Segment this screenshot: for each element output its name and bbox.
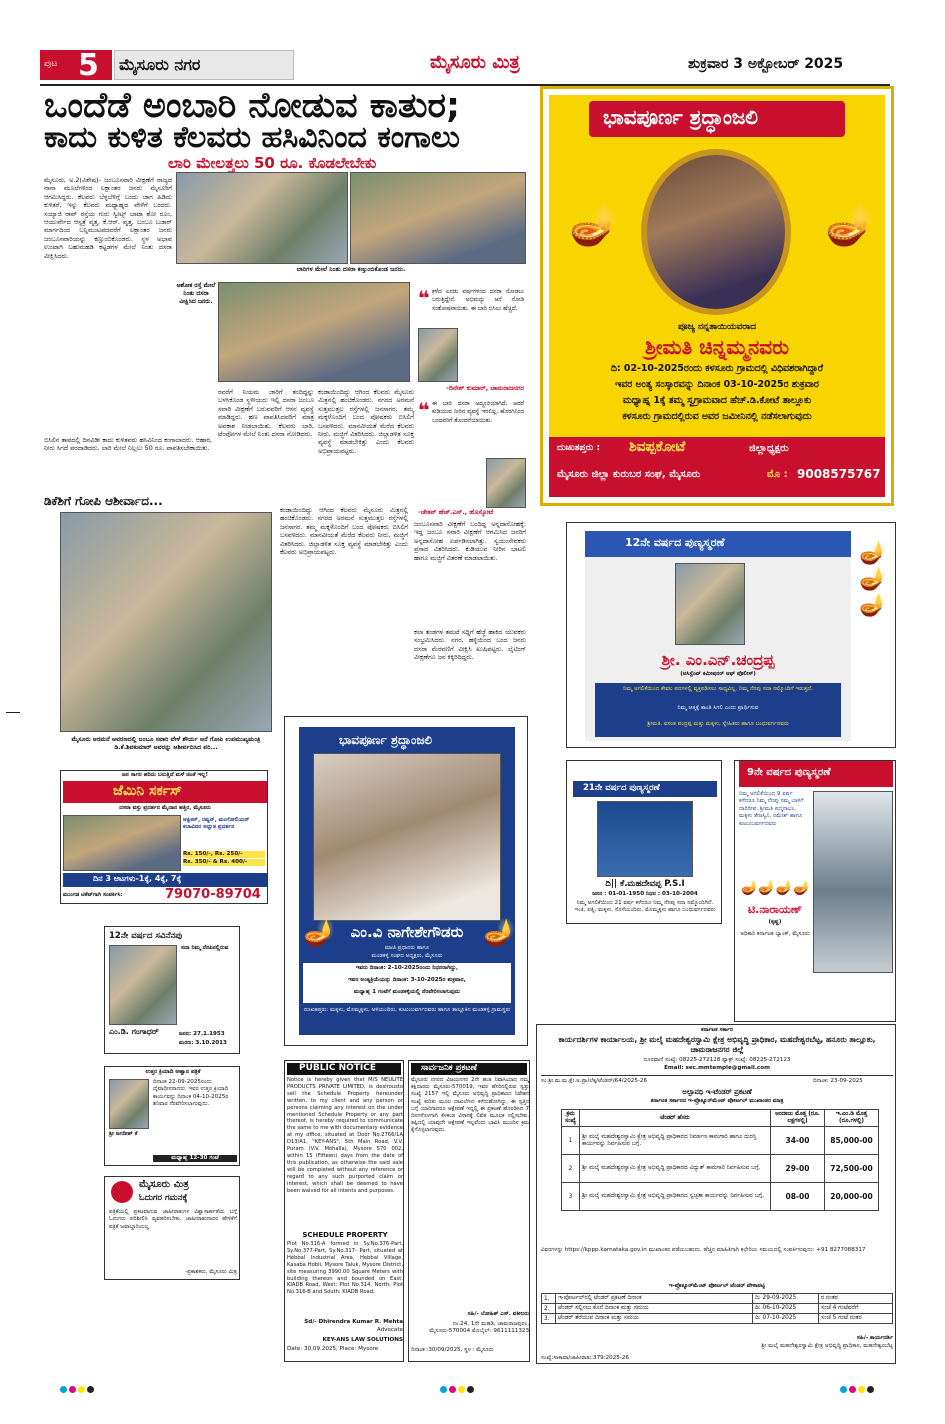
- remembrance-3-details: ಅಧಿಕಾರಿ ಕರ್ನಾಟಕ ಬ್ಯಾಂಕ್, ಮೈಸೂರು: [740, 931, 810, 937]
- tender-table: [561, 1109, 879, 1211]
- remembrance-1-title: 12ನೇ ವರ್ಷದ ಪುಣ್ಯಸ್ಮರಣೆ: [625, 536, 725, 549]
- quote-1-text: ಕಳೆದ ಎರಡು ವರ್ಷಗಳಿಂದ ದಸರಾ ನೋಡಲು ಬರುತ್ತಿದ್ದೇನೆ. ಅಭಿಮನ್ಯು ಆನೆ ನೋಡಿ ಸಂತೋಷವಾಯಿತು. ಈ ಬಾರಿ ಬಿಸಿಲು ಹೆಚ್ಚಿದೆ.: [432, 289, 524, 312]
- second-photo-elephant: [60, 512, 272, 732]
- table-row: [542, 1304, 893, 1314]
- lead-col-1b: ಬಿಸಿಲಿನ ತಾಪದಲ್ಲಿ ದಿನವಿಡೀ ಕಾದು ಕುಳಿತವರು ಹಸಿವಿನಿಂದ ಕಂಗಾಲಾದರು. ಆಹಾರ, ನೀರು ಸಿಗದೆ ಪರದಾಡಿದರು. ಲಾರಿ ಮೇಲೆ ನಿಲ್ಲಲು 50 ರೂ. ಪಾವತಿಸಬೇಕಾಯಿತು.: [44, 436, 212, 453]
- reg-dot-icon: [467, 1386, 474, 1393]
- table-row: [562, 1127, 879, 1155]
- remembrance-3-text: ನಿಮ್ಮ ಅಗಲಿಕೆಯಿಂದ 9 ವರ್ಷ ಕಳೆದರೂ ನಿಮ್ಮ ನೆನಪು ನಮ್ಮ ಬಾಳಿಗೆ ದಾರಿದೀಪ. ಶ್ರೀಮತಿ ಪದ್ಮನಾಭಂ, ಮಕ್ಕಳು ತೇಜಸ್ವಿನಿ, ರಮೇಶ್ ಹಾಗೂ ಕುಟುಂಬವರ್ಗದವರು: [739, 791, 804, 827]
- quote-2-photo: [486, 458, 526, 508]
- tender-col-no: ಕ್ರಮ ಸಂಖ್ಯೆ: [562, 1110, 580, 1127]
- tender-schedule-table: [541, 1293, 893, 1324]
- section-bar: [114, 50, 294, 80]
- tender-email: Email: sec.mmtemple@gmail.com: [664, 1065, 770, 1071]
- reg-dot-icon: [78, 1386, 85, 1393]
- kannada-notice-title: ಸಾರ್ವಜನಿಕ ಪ್ರಕಟಣೆ: [421, 1063, 477, 1073]
- tender-rule: [541, 1075, 893, 1076]
- lead-subhead: ಲಾರಿ ಮೇಲತ್ತಲು 50 ರೂ. ಕೊಡಲೇಬೇಕು: [168, 154, 377, 172]
- circus-price-2: Rs. 350/- & Rs. 400/-: [183, 859, 265, 866]
- tribute-1-line-3: ಮಧ್ಯಾಹ್ನ 1ಕ್ಕೆ ತಮ್ಮ ಸ್ವಗ್ರಾಮವಾದ ಹೆಚ್.ಡಿ.ಕೋಟೆ ತಾಲ್ಲೂಕು: [622, 395, 812, 406]
- tender-ref: ಸಂ.ಶ್ರೀ.ಮ.ಮ.ಕ್ಷೇ.ಅ.ಪ್ರಾ/ಲೆಕ್ಕ/ಟೆಂಡರ್/64/2025-26: [541, 1078, 648, 1084]
- quote-mark-1: ❝: [418, 286, 430, 310]
- schedule-property-text: Plot No.316-A formed in Sy.No.376-Part, Sy.No.377-Part, Sy.No.317- Part, situated at Hebbal Industrial Area, Hebbal Village, Kasaba Hobli, Mysore Taluk, Mysore District, site measuring 3990.00 Square Meters with building thereon and bounded on East: KIADB Road, West: Plot No.314, North: Plot No.316-B and South: KIADB Road.: [287, 1241, 403, 1296]
- circus-photo: [63, 815, 181, 871]
- public-notice-firm: KEY-ANS LAW SOLUTIONS: [322, 1337, 403, 1343]
- remembrance-1-textbox: [595, 683, 841, 737]
- mitra-title: ಮೈಸೂರು ಮಿತ್ರ: [139, 1179, 189, 1190]
- ad-remembrance-5: [104, 1066, 240, 1166]
- mitra-logo-icon: [111, 1181, 133, 1203]
- tender-row-emd: 85,000-00: [825, 1127, 879, 1155]
- tender-row-amount: 08-00: [771, 1183, 825, 1211]
- ad-remembrance-3: [734, 760, 896, 1022]
- remembrance-2-dates: ಜನನ : 01-01-1950 ನಿಧನ : 03-10-2004: [592, 891, 698, 897]
- tender-col-amount: ಅಂದಾಜು ಮೊತ್ತ (ರೂ. ಲಕ್ಷಗಳಲ್ಲಿ): [771, 1110, 825, 1127]
- tribute-2-name: ಎಂ.ವಿ ನಾಗೇಶೇಗೌಡರು: [350, 923, 464, 941]
- page-number: 5: [78, 48, 99, 83]
- circus-price-1: Rs. 150/-, Rs. 250/-: [183, 851, 265, 858]
- tender-ref-date: ದಿನಾಂಕ: 23-09-2025: [813, 1078, 863, 1084]
- page-label: ಪುಟ: [44, 59, 58, 69]
- schedule-no: 1.: [542, 1294, 556, 1304]
- mourner-org: ಮೈಸೂರು ಜಿಲ್ಲಾ ಕುರುಬರ ಸಂಘ, ಮೈಸೂರು: [557, 469, 701, 480]
- tender-row-name: ಶ್ರೀ ಮಲೈ ಮಹದೇಶ್ವರಸ್ವಾಮಿ ಕ್ಷೇತ್ರ ಅಭಿವೃದ್ಧಿ ಪ್ರಾಧಿಕಾರದ ನಿರ್ಮಾಣ ಕಾಮಗಾರಿ ಹಾಗೂ ದುರಸ್ತಿ ಕಾರ್ಯವನ್ನು ನಿರ್ವಹಿಸುವ ಬಗ್ಗೆ.: [580, 1127, 771, 1155]
- kannada-public-notice: [408, 1060, 530, 1362]
- remembrance-3-lamps-icon: 🪔🪔🪔🪔: [741, 880, 811, 896]
- ad-mitra-notice: [104, 1176, 240, 1280]
- quote-1-author: -ದಿನೇಶ್ ಕುಮಾರ್, ಚಾಮರಾಜನಗರ: [446, 384, 524, 392]
- lead-col-3: ಕಂಡಾಯಿಂದಿದ್ದು ಆಗಿಂದ ಕೆಲವರು ಮೈಸೂರು ಮಿತ್ರನಲ್ಲಿ ಹಂಚಿಕೊಂಡರು. ನಗರದ ಅರಮನೆ ಸುತ್ತಮುತ್ತಲ ರಸ್ತೆಗಳಲ್ಲಿ ಜನಸಾಗರ. ತಮ್ಮ ಮಕ್ಕಳೊಂದಿಗೆ ಬಂದ ಪೋಷಕರು ಬಿಸಿಲಿಗೆ ಬಸವಳಿದರು. ಮಾನವೀಯತೆ ಮೆರೆದ ಕೆಲವರು ನೀರು, ಮಜ್ಜಿಗೆ ವಿತರಿಸಿದರು. ಜಿಲ್ಲಾಡಳಿತ ಸೂಕ್ತ ವ್ಯವಸ್ಥೆ ಮಾಡಬೇಕಿತ್ತು ಎಂದು ಕೆಲವರು ಅಭಿಪ್ರಾಯಪಟ್ಟರು.: [318, 388, 414, 455]
- tribute-1-line-2: ಇವರ ಅಂತ್ಯ ಸಂಸ್ಕಾರವನ್ನು ದಿನಾಂಕ 03-10-2025ರ ಶುಕ್ರವಾರ: [615, 379, 819, 390]
- remembrance-5-time: ಮಧ್ಯಾಹ್ನ 12-30 ಗಂಟೆ: [153, 1155, 237, 1162]
- page-number-box: [40, 48, 112, 83]
- tribute-1-photo-frame: [641, 149, 791, 315]
- remembrance-1-family: ಶ್ರೀಮತಿ. ವಸಂತ ಪಂದ್ರಪ್ಪ ಮತ್ತು ಮಕ್ಕಳು, ಸ್ನೇಹಿತರು ಹಾಗೂ ಬಂಧುವರ್ಗದವರು: [647, 721, 789, 727]
- phone-label: ಮೊ :: [767, 469, 788, 480]
- kannada-notice-title-bar: [411, 1063, 527, 1075]
- quote-mark-2: ❝: [418, 398, 430, 422]
- table-row: [562, 1183, 879, 1211]
- remembrance-3-photo: [813, 791, 893, 973]
- remembrance-4-photo: [109, 945, 177, 1025]
- registration-marks-bottom: [60, 1378, 890, 1388]
- remembrance-2-title: 21ನೇ ವರ್ಷದ ಪುಣ್ಯಸ್ಮರಣೆ: [583, 783, 660, 793]
- circus-features: ಆಫ್ರಿಕನ್, ರಷ್ಯನ್, ಮಂಗೋಲಿಯನ್ ಕಲಾವಿದರ ಅದ್ಭುತ ಪ್ರದರ್ಶನ: [183, 817, 250, 831]
- second-col-3: ಕಲಾ ತಂಡಗಳ ತಮಟೆ ಸದ್ದಿಗೆ ಹೆಜ್ಜೆ ಹಾಕಿದ ಯುವಕರು ಸಂಭ್ರಮಿಸಿದರು. ನಗರ, ಹಳ್ಳಿಯಿಂದ ಬಂದ ಜನರು ದಸರಾ ಮೆರವಣಿಗೆ ವೀಕ್ಷಿಸಿ ಖುಷಿಪಟ್ಟರು. ಲೈಟಿಂಗ್ ವೀಕ್ಷಣೆಗೂ ಜನ ಕಿಕ್ಕಿರಿದಿದ್ದರು.: [414, 628, 526, 662]
- reg-dot-icon: [867, 1386, 874, 1393]
- lead-photo-caption: ಲಾರಿಗಳ ಮೇಲೆ ನಿಂತು ದಸರಾ ಕಣ್ತುಂಬಿಕೊಂಡ ಜನರು.: [296, 266, 406, 273]
- kannada-notice-address: ನಂ.24, 1ನೇ ಮಹಡಿ, ಚಾಮರಾಜಪುರಂ, ಮೈಸೂರು-570004 ಮೊಬೈಲ್: 9611111323: [429, 1321, 529, 1335]
- reg-dot-icon: [69, 1386, 76, 1393]
- quote-1-photo: [418, 328, 458, 382]
- circus-tagline: ಜನ ಸಾಗರ ಹರಿದು ಬರುತ್ತಿದೆ ಮಳೆ ಚಿಂತೆ ಇಲ್ಲ!: [122, 772, 208, 778]
- remembrance-5-title: ಉತ್ತರ ಕ್ರಿಯಾದಿ ಆಹ್ವಾನ ಪತ್ರಿಕೆ: [145, 1069, 201, 1075]
- remembrance-1-panel: [585, 531, 851, 741]
- lead-photo-crowd: [350, 172, 526, 264]
- tender-row-emd: 72,500-00: [825, 1155, 879, 1183]
- mourner-phone: 9008575767: [797, 467, 881, 481]
- reg-dot-icon: [440, 1386, 447, 1393]
- remembrance-3-name: ಟಿ.ನಾರಾಯಣ್: [748, 903, 802, 916]
- tender-subtitle-2: ಕರ್ನಾಟಕ ಸರ್ಕಾರದ ಇ-ಪ್ರೊಕ್ಯೂರ್‌ಮೆಂಟ್ ಪೋರ್ಟಲ್ ಮುಖಾಂತರ ಮಾತ್ರ: [650, 1098, 784, 1104]
- remembrance-5-photo: [109, 1079, 149, 1129]
- schedule-label: ಟೆಂಡರ್ ತೆರೆಯುವ ದಿನಾಂಕ ಮತ್ತು ಸಮಯ: [556, 1314, 753, 1324]
- remembrance-2-text: ನಿಮ್ಮ ಅಗಲಿಕೆಯಿಂದ 21 ವರ್ಷ ಕಳೆದರೂ ನಿಮ್ಮ ನೆನಪು ಸದಾ ನಮ್ಮೊಂದಿಗಿದೆ. ಇಂತಿ, ಪತ್ನಿ, ಮಕ್ಕಳು, ಸೊಸೆಯಂದಿರು, ಮೊಮ್ಮಕ್ಕಳು ಹಾಗೂ ಬಂಧುವರ್ಗದವರು: [574, 900, 716, 914]
- schedule-time: ಸಂಜೆ 5 ಗಂಟೆ ನಂತರ: [819, 1314, 893, 1324]
- public-notice: [284, 1060, 404, 1362]
- tender-row-name: ಶ್ರೀ ಮಲೈ ಮಹದೇಶ್ವರಸ್ವಾಮಿ ಕ್ಷೇತ್ರ ಅಭಿವೃದ್ಧಿ ಪ್ರಾಧಿಕಾರದ ಸ್ವಚ್ಛತಾ ಕಾರ್ಯವನ್ನು ನಿರ್ವಹಿಸುವ ಬಗ್ಗೆ.: [580, 1183, 771, 1211]
- tender-title: ಕಾರ್ಯದರ್ಶಿಗಳ ಕಾರ್ಯಾಲಯ, ಶ್ರೀ ಮಲೈ ಮಹದೇಶ್ವರಸ್ವಾಮಿ ಕ್ಷೇತ್ರ ಅಭಿವೃದ್ಧಿ ಪ್ರಾಧಿಕಾರ, ಮಹದೇಶ್ವರಬೆಟ್ಟ, ಹನೂರು ತಾಲ್ಲೂಕು, ಚಾಮರಾಜನಗರ ಜಿಲ್ಲೆ: [558, 1035, 876, 1054]
- tribute-2-photo: [313, 753, 501, 921]
- side-photo-rooftop: [218, 282, 410, 382]
- mourner-role: ಜಿಲ್ಲಾಧ್ಯಕ್ಷರು: [749, 443, 789, 454]
- circus-venue: ದಸರಾ ವಸ್ತು ಪ್ರದರ್ಶನ ಮೈದಾನ ಹತ್ತಿರ, ಮೈಸೂರು: [119, 805, 211, 811]
- tribute-2-line-1: ಇವರು ದಿನಾಂಕ: 2-10-2025ರಂದು ನಿಧನರಾಗಿದ್ದು,: [355, 965, 459, 971]
- hanging-lamps-icon: 🪔 🪔 🪔: [859, 541, 887, 618]
- lead-photo-trucks: [176, 172, 348, 264]
- tender-row-no: 1: [562, 1127, 580, 1155]
- schedule-property-title: SCHEDULE PROPERTY: [302, 1231, 388, 1239]
- tribute-1-footer: [549, 437, 885, 497]
- circus-booking-number: 79070-89704: [165, 887, 261, 902]
- remembrance-5-text: ದಿನಾಂಕ 22-09-2025ರಂದು ದೈವಾಧೀನರಾದರು. ಇವರ ಉತ್ತರ ಕ್ರಿಯಾದಿ ಕಾರ್ಯವನ್ನು ದಿನಾಂಕ 04-10-2025ರ ಶನಿವಾರ ನೆರವೇರಿಸಲಾಗುವುದು.: [153, 1079, 229, 1108]
- circus-booking-label: ಮುಂಗಡ ಟಿಕೆಟ್‌ಗಾಗಿ ಸಂಪರ್ಕಿಸಿ:: [63, 892, 123, 898]
- lead-headline-1: ಒಂದೆಡೆ ಅಂಬಾರಿ ನೋಡುವ ಕಾತುರ;: [44, 86, 461, 126]
- tribute-2-sub-1: ಮಾಜಿ ಪ್ರಧಾನರು ಹಾಗೂ: [384, 945, 430, 951]
- tribute-1-honorific: ಪೂಜ್ಯ ನನ್ನತಾಯಿಯವರಾದ: [677, 322, 757, 332]
- tribute-1-line-1: ದಿ: 02-10-2025ರಂದು ಕಳಸೂರು ಗ್ರಾಮದಲ್ಲಿ ವಿಧಿವಶರಾಗಿದ್ದಾರೆ: [610, 363, 824, 374]
- tribute-2-sub-2: ಮಂಡಕಳ್ಳಿ ಸಂಘದ ಅಧ್ಯಕ್ಷರು, ಮೈಸೂರು: [371, 953, 443, 959]
- reg-dot-icon: [60, 1386, 67, 1393]
- tribute-1-line-4: ಕಳಸೂರು ಗ್ರಾಮದಲ್ಲಿರುವ ಅವರ ಜಮೀನಿನಲ್ಲಿ ನಡೆಸಲಾಗುವುದು: [622, 411, 812, 422]
- tribute-2-title: ಭಾವಪೂರ್ಣ ಶ್ರದ್ಧಾಂಜಲಿ: [339, 733, 433, 747]
- margin-mark: [6, 712, 20, 713]
- kannada-notice-body: ಮೈಸೂರು ನಗರದ ವಿಜಯನಗರ 2ನೇ ಹಂತ ನಿವಾಸಿಯಾದ ನಮ್ಮ ಕಕ್ಷಿದಾರರು ಮೈಸೂರು-570019, ಇವರ ಹೆಸರಿನಲ್ಲಿರುವ ಸ್ವತ್ತು ಸಂಖ್ಯೆ 2157 ಇಲ್ಲಿ ಮೈಸೂರು ಅಭಿವೃದ್ಧಿ ಪ್ರಾಧಿಕಾರದ ನಿವೇಶನ ಸಂಖ್ಯೆ ಕುರಿತು ಮೂಲ ದಾಖಲೆಗಳು ಕಳೆದುಹೋಗಿದ್ದು, ಈ ಸ್ವತ್ತಿನ ಬಗ್ಗೆ ಯಾರಿಗಾದರೂ ಆಕ್ಷೇಪಣೆ ಇದ್ದಲ್ಲಿ ಈ ಪ್ರಕಟಣೆ ಹೊರಡಿಸಿದ 7 ದಿನಗಳೊಳಗಾಗಿ ಕೆಳಕಂಡ ವಿಳಾಸಕ್ಕೆ ಲಿಖಿತ ಮೂಲಕ ಸಲ್ಲಿಸಬೇಕು. ತಪ್ಪಿದಲ್ಲಿ ಯಾವುದೇ ಆಕ್ಷೇಪಣೆ ಇಲ್ಲವೆಂದು ಭಾವಿಸಿ ಮುಂದಿನ ಕ್ರಮ ಕೈಗೊಳ್ಳಲಾಗುವುದು.: [411, 1077, 529, 1134]
- tender-row-amount: 29-00: [771, 1155, 825, 1183]
- remembrance-3-nick: (ಕೃಷ್ಣ): [768, 919, 782, 925]
- tender-sign: ಸಹಿ/- ಕಾರ್ಯದರ್ಶಿ: [856, 1335, 893, 1341]
- schedule-no: 2.: [542, 1304, 556, 1314]
- ad-remembrance-1: [566, 522, 896, 748]
- second-headline: ಡಿಕೆಶಿಗೆ ಗೋಪಿ ಆಶೀರ್ವಾದ...: [44, 494, 163, 508]
- section-title: ಮೈಸೂರು ನಗರ: [119, 55, 201, 74]
- page-date: ಶುಕ್ರವಾರ 3 ಅಕ್ಟೋಬರ್ 2025: [688, 56, 844, 72]
- lead-col-1: ಮೈಸೂರು, ಅ.2(ವಿಶೇಷ)- ಜಂಬೂಸವಾರಿ ವೀಕ್ಷಣೆಗೆ ರಾಜ್ಯದ ನಾನಾ ಮೂಲೆಗಳಿಂದ ಲಕ್ಷಾಂತರ ಜನರು ಮೈಸೂರಿಗೆ ಆಗಮಿಸಿದ್ದರು. ಕೆಲವರು ಬೆಳ್ಳಬೆಳಿಗ್ಗೆ ಬಂದು ಜಾಗ ಹಿಡಿದು ಕುಳಿತರೆ, ಇನ್ನು ಕೆಲವರು ಮಧ್ಯಾಹ್ನದ ವೇಳೆಗೆ ಬಂದರು. ಸಯ್ಯಾಜಿ ರಾವ್ ರಸ್ತೆಯ ಗುರು ಸ್ವೀಟ್ಸ್ ಬಾಟಾ ಶೋ ರೂಂ, ಆಯುರ್ವೇದ ಆಸ್ಪತ್ರೆ ವೃತ್ತ, ಕೆ.ಆರ್. ವೃತ್ತ, ಬಂಬೂ ಬಜಾರ್ ಮಾರ್ಗದಿಂದ ಬನ್ನಿಮಂಟಪದವರೆಗೆ ಲಕ್ಷಾಂತರ ಜನರು ಜಂಬೂಸವಾರಿಯನ್ನು ಕಣ್ತುಂಬಿಕೊಂಡರು. ಸ್ಥಳ ಅಭಾವ ಉಂಟಾಗಿ ಬಹುಮಹಡಿ ಕಟ್ಟಡಗಳ ಮೇಲೆ ನಿಂತು ದಸರಾ ವೀಕ್ಷಿಸಿದರು.: [44, 176, 172, 260]
- table-row: [542, 1294, 893, 1304]
- circus-shows: ದಿನ 3 ಆಟಗಳು-1ಕ್ಕೆ, 4ಕ್ಕೆ, 7ಕ್ಕೆ: [93, 874, 182, 883]
- circus-title-bar: [63, 781, 267, 803]
- mitra-text: ಪತ್ರಿಕೆಯಲ್ಲಿ ಪ್ರಕಟವಾಗುವ ಜಾಹೀರಾತುಗಳ ವಿಶ್ವಾಸಾರ್ಹತೆಯ ಬಗ್ಗೆ ಓದುಗರು ಪರಿಶೀಲಿಸಿ ವ್ಯವಹರಿಸಬೇಕು. ಜಾಹೀರಾತುದಾರರ ಹೇಳಿಕೆಗೆ ಪತ್ರಿಕೆ ಜವಾಬ್ದಾರಿಯಲ್ಲ.: [109, 1209, 237, 1230]
- tender-subtitle: ಅಲ್ಪಾವಧಿ ಇ-ಟೆಂಡರ್ ಪ್ರಕಟಣೆ: [682, 1088, 752, 1096]
- ad-remembrance-2: [566, 760, 722, 924]
- tender-schedule-title: ಇ-ಪ್ರೊಕ್ಯೂರ್‌ಮೆಂಟ್ ಪೋರ್ಟಲ್ ಟೆಂಡರ್ ವೇಳಾಪಟ್ಟಿ: [668, 1283, 766, 1289]
- public-notice-body: Notice is hereby given that M/S NEULITE PRODUCTS PRIVATE LIMITED, is desirousto sell the Schedule Property hereunder written, to my client and any person or persons claiming any interest on the under mentioned Schedule Property or any part thereof, is hereby required to communicate the same to me with documentary evidence at my office, situated at Door No.2766/1A D13/A1, "KEY-ANS", 5th Main Road, V.V. Puram (V.V. Mohalla), Mysore 570 002, within 15 (Fifteen) days from the date of this publication, as otherwise the said sale will be completed without any reference or regard to any such purported claim or interest, which shall be deemed to have been waived for all intents and purposes.: [287, 1077, 403, 1194]
- remembrance-4-name: ಎಂ.ಡಿ. ಗಂಗಾಧರ್: [109, 1027, 159, 1036]
- schedule-time: ಸಂಜೆ 4 ಗಂಟೆವರೆಗೆ: [819, 1304, 893, 1314]
- schedule-time: ರ ನಂತರ: [819, 1294, 893, 1304]
- kannada-notice-sign: ಸಹಿ/- ಲೋಹಿತ್ ಎಸ್. ವಕೀಲರು: [467, 1311, 529, 1317]
- masthead: ಮೈಸೂರು ಮಿತ್ರ: [430, 52, 520, 73]
- side-caption: ಅಶೋಕ ರಸ್ತೆ ಮೇಲೆ ನಿಂತು ದಸರಾ ವೀಕ್ಷಿಸಿದ ಜನರು.: [176, 282, 216, 305]
- mitra-sign: -ಪ್ರಕಾಶಕರು, ಮೈಸೂರು ಮಿತ್ರ: [185, 1269, 237, 1275]
- public-notice-title: PUBLIC NOTICE: [299, 1063, 377, 1073]
- second-caption: ಮೈಸೂರು ಅರಮನೆ ಆವರಣದಲ್ಲಿ ಜಂಬೂ ಸವಾರಿ ವೇಳೆ ಶೌರ್ಯ ಆನೆ ಗೋಪಿ ಉಪಮುಖ್ಯಮಂತ್ರಿ ಡಿ.ಕೆ.ಶಿವಕುಮಾರ್ ಅವರನ್ನು ಆಶೀರ್ವದಿಸಿದ ಪರಿ...: [71, 736, 261, 751]
- second-col-1: ಕಂಡಾಯಿಂದಿದ್ದು ಆಗಿಂದ ಕೆಲವರು ಮೈಸೂರು ಮಿತ್ರನಲ್ಲಿ ಹಂಚಿಕೊಂಡರು. ನಗರದ ಅರಮನೆ ಸುತ್ತಮುತ್ತಲ ರಸ್ತೆಗಳಲ್ಲಿ ಜನಸಾಗರ. ತಮ್ಮ ಮಕ್ಕಳೊಂದಿಗೆ ಬಂದ ಪೋಷಕರು ಬಿಸಿಲಿಗೆ ಬಸವಳಿದರು. ಮಾನವೀಯತೆ ಮೆರೆದ ಕೆಲವರು ನೀರು, ಮಜ್ಜಿಗೆ ವಿತರಿಸಿದರು. ಜಿಲ್ಲಾಡಳಿತ ಸೂಕ್ತ ವ್ಯವಸ್ಥೆ ಮಾಡಬೇಕಿತ್ತು ಎಂದು ಕೆಲವರು ಅಭಿಪ್ರಾಯಪಟ್ಟರು.: [280, 506, 408, 557]
- tender-gov: ಕರ್ನಾಟಕ ಸರ್ಕಾರ: [701, 1027, 733, 1033]
- tribute-2-lamp-right-icon: 🪔: [483, 918, 516, 948]
- kannada-notice-date: ದಿನಾಂಕ :30/09/2025, ಸ್ಥಳ : ಮೈಸೂರು: [411, 1347, 494, 1353]
- remembrance-1-text-1: ನಿಮ್ಮ ಅಗಲಿಕೆಯಿಂದ ಕೇವಲ ಪದಗಳಲ್ಲಿ ವ್ಯಕ್ತಪಡಿಸಲು ಸಾಧ್ಯವಿಲ್ಲ. ನಿಮ್ಮ ನೆನಪು ಸದಾ ನಮ್ಮೊಂದಿಗೆ ಇರುತ್ತದೆ.: [623, 686, 813, 692]
- lead-col-2: ರವರೆಗೆ ನಿಯಮ ಜಾರಿಗೆ ತಂದಿದ್ದನ್ನು ಬಳಸಿಕೊಂಡ ಸ್ಥಳೀಯರು ಇಲ್ಲಿ ದಸರಾ ಜಂಬೂ ಸವಾರಿ ವೀಕ್ಷಣೆಗೆ ಬರುವವರಿಗೆ ಆಸನ ವ್ಯವಸ್ಥೆ ಮಾಡಿದ್ದರು. ಹಣ ಪಾವತಿಸಿದವರಿಗೆ ಮಾತ್ರ ಅವಕಾಶ ನೀಡಲಾಯಿತು. ಕೆಲವರು ಲಾರಿ, ಟೆಂಪೋಗಳ ಮೇಲೆ ನಿಂತು ದಸರಾ ನೋಡಿದರು.: [218, 388, 314, 439]
- tribute-2-panel: [299, 727, 515, 1035]
- circus-title: ಜೆಮಿನಿ ಸರ್ಕಸ್: [113, 783, 182, 799]
- ad-tribute-2: [284, 716, 528, 1046]
- remembrance-1-text-2: ನಿಮ್ಮ ಆತ್ಮಕ್ಕೆ ಶಾಂತಿ ಸಿಗಲಿ ಎಂದು ಪ್ರಾರ್ಥಿಸುವ: [677, 705, 759, 711]
- remembrance-2-photo: [597, 801, 693, 877]
- remembrance-4-text: ಸದಾ ನಿಮ್ಮ ನೆನಪಿನಲ್ಲಿರುವ: [181, 945, 229, 951]
- lamp-left-icon: 🪔: [569, 202, 619, 248]
- tender-notice: [536, 1024, 896, 1364]
- tender-phone: ದೂರವಾಣಿ ಸಂಖ್ಯೆ: 08225-272128 ಫ್ಯಾಕ್ಸ್ ಸಂಖ್ಯೆ: 08225-272123: [643, 1057, 791, 1063]
- schedule-date: ದಿ: 29-09-2025: [753, 1294, 819, 1304]
- schedule-label: ಟೆಂಡರ್ ಸಲ್ಲಿಸಲು ಕೊನೆ ದಿನಾಂಕ ಮತ್ತು ಸಮಯ: [556, 1304, 753, 1314]
- tribute-1-title: ಭಾವಪೂರ್ಣ ಶ್ರದ್ಧಾಂಜಲಿ: [603, 105, 759, 129]
- ad-tribute-1: [540, 86, 894, 506]
- remembrance-1-role: (ಅಸಿಸ್ಟೆಂಟ್ ಕಮೀಷನರ್ ಆಫ್ ಪೊಲೀಸ್): [680, 671, 756, 677]
- remembrance-4-born: ಜನನ: 27.1.1953: [179, 1031, 225, 1037]
- tender-footer: ಸಂಖ್ಯೆ:ಸಾಕಾವಾ/ಜಾಹೀರಾತು:379:2025-26: [541, 1355, 629, 1361]
- tribute-1-banner: [589, 101, 845, 137]
- schedule-date: ದಿ: 07-10-2025: [753, 1314, 819, 1324]
- reg-dot-icon: [849, 1386, 856, 1393]
- quote-2-author: -ಚೇತನ್ ಹೆಚ್.ಎಸ್., ಹೊಸ್ಕೋಟೆ: [418, 508, 494, 516]
- tender-row-name: ಶ್ರೀ ಮಲೈ ಮಹದೇಶ್ವರಸ್ವಾಮಿ ಕ್ಷೇತ್ರ ಅಭಿವೃದ್ಧಿ ಪ್ರಾಧಿಕಾರದ ವಿದ್ಯುತ್ ಕಾಮಗಾರಿ ನಿರ್ವಹಿಸುವ ಬಗ್ಗೆ.: [580, 1155, 771, 1183]
- ad-circus: [60, 770, 268, 904]
- public-notice-title-bar: [287, 1063, 401, 1075]
- tender-row-emd: 20,000-00: [825, 1183, 879, 1211]
- reg-dot-icon: [458, 1386, 465, 1393]
- mourner-label: ದುಃಖತಪ್ತರು :: [557, 443, 601, 453]
- tribute-2-info: [303, 963, 511, 1003]
- quote-2-text: ಈ ಬಾರಿ ದಸರಾ ಅದ್ಧೂರಿಯಾಗಿದೆ. ಆದರೆ ಕುಡಿಯುವ ನೀರಿನ ವ್ಯವಸ್ಥೆ ಇರಲಿಲ್ಲ. ಹೊರಗಿನಿಂದ ಬಂದವರಿಗೆ ತೊಂದರೆಯಾಯಿತು.: [432, 401, 524, 424]
- remembrance-3-title: 9ನೇ ವರ್ಷದ ಪುಣ್ಯಸ್ಮರಣೆ: [747, 767, 831, 778]
- remembrance-3-titlebar: [739, 761, 893, 787]
- tribute-2-lamp-left-icon: 🪔: [303, 918, 336, 948]
- remembrance-2-name: ದಿ|| ಕೆ.ಮಹದೇವಪ್ಪ P.S.I: [605, 879, 685, 889]
- public-notice-signer: Sd/- Dhirendra Kumar R. Mehta: [304, 1319, 403, 1325]
- tribute-1-panel: [549, 95, 885, 497]
- page-header: [40, 50, 890, 82]
- schedule-no: 3.: [542, 1314, 556, 1324]
- mitra-sub: ಓದುಗರ ಗಮನಕ್ಕೆ: [139, 1193, 188, 1203]
- tender-table-header: [562, 1110, 879, 1127]
- remembrance-4-died: ಮರಣ: 3.10.2013: [179, 1040, 227, 1046]
- schedule-label: ಇ-ಪೋರ್ಟಲ್‌ನಲ್ಲಿ ಟೆಂಡರ್ ಪ್ರಕಟಣೆ ದಿನಾಂಕ: [556, 1294, 753, 1304]
- table-row: [542, 1314, 893, 1324]
- reg-dot-icon: [449, 1386, 456, 1393]
- public-notice-signer-role: Advocate: [376, 1327, 403, 1333]
- public-notice-date: Date: 30.09.2025, Place: Mysore: [287, 1346, 379, 1352]
- schedule-date: ದಿ: 06-10-2025: [753, 1304, 819, 1314]
- table-row: [562, 1155, 879, 1183]
- tender-row-no: 3: [562, 1183, 580, 1211]
- ad-remembrance-4: [104, 926, 240, 1054]
- tender-col-name: ಟೆಂಡರ್ ಹೆಸರು: [580, 1110, 771, 1127]
- remembrance-5-name: ಶ್ರೀ ಜಗದೀಶ್ ಕೆ: [109, 1131, 138, 1137]
- remembrance-1-name: ಶ್ರೀ. ಎಂ.ಎನ್.ಚಂದ್ರಪ್ಪ: [661, 651, 775, 669]
- tender-row-no: 2: [562, 1155, 580, 1183]
- reg-dot-icon: [858, 1386, 865, 1393]
- tribute-2-line-2: ಇವರ ಅಂತ್ಯಕ್ರಿಯೆಯನ್ನು ದಿನಾಂಕ: 3-10-2025ರ ಶುಕ್ರವಾರ,: [348, 977, 466, 983]
- circus-shows-bar: [63, 873, 267, 887]
- tender-row-amount: 34-00: [771, 1127, 825, 1155]
- mourner-name: ಶಿವಪ್ಪಕೋಟೆ: [629, 439, 686, 455]
- second-col-2: ಜಂಬೂಸವಾರಿ ವೀಕ್ಷಣೆಗೆ ಬಂದಿದ್ದ ಅನ್ನದಾಸೋಹಕ್ಕೆ: ಇದ್ದ ಜಂಬೂ ಸವಾರಿ ವೀಕ್ಷಣೆಗೆ ಆಗಮಿಸಿದ ಜನರಿಗೆ ಅನ್ನದಾಸೋಹ ಏರ್ಪಡಿಸಲಾಗಿತ್ತು. ಸ್ವಯಂಸೇವಕರು ಪ್ರಸಾದ ವಿತರಿಸಿದರು. ಕುಡಿಯುವ ನೀರಿನ ಬಾಟಲಿ ಹಾಗೂ ಮಜ್ಜಿಗೆ ವಿತರಣೆ ಮಾಡಲಾಯಿತು.: [414, 520, 526, 562]
- tender-info: ವಿವರಗಳನ್ನು https://kppp.karnataka.gov.in ಮುಖಾಂತರ ಪಡೆಯಬಹುದು. ಹೆಚ್ಚಿನ ಮಾಹಿತಿಗಾಗಿ ಕಛೇರಿಯ ಸಮಯದಲ್ಲಿ ಸಂಪರ್ಕಿಸುವುದು: +91 8277088317: [541, 1247, 866, 1253]
- reg-dot-icon: [840, 1386, 847, 1393]
- tender-col-emd: ಇ.ಎಂ.ಡಿ ಮೊತ್ತ (ರೂ.ಗಳಲ್ಲಿ): [825, 1110, 879, 1127]
- lamp-right-icon: 🪔: [825, 202, 875, 248]
- remembrance-4-title: 12ನೇ ವರ್ಷದ ಸವಿನೆನಪು: [109, 931, 183, 941]
- remembrance-2-titlebar: [573, 781, 717, 797]
- reg-dot-icon: [87, 1386, 94, 1393]
- tribute-1-name: ಶ್ರೀಮತಿ ಚಿನ್ನಮ್ಮನವರು: [644, 335, 790, 359]
- remembrance-1-photo: [675, 563, 745, 645]
- tribute-2-mourners: ದುಃಖತಪ್ತರು: ಮಕ್ಕಳು, ಮೊಮ್ಮಕ್ಕಳು, ಅಳಿಯಂದಿರು, ಕುಟುಂಬವರ್ಗದವರು ಹಾಗೂ ತಾಲ್ಲೂಕಿನ ಮಂಡಕಳ್ಳಿ ಗ್ರಾಮಸ್ಥರು: [303, 1007, 511, 1013]
- lead-headline-2: ಕಾದು ಕುಳಿತ ಕೆಲವರು ಹಸಿವಿನಿಂದ ಕಂಗಾಲು: [44, 120, 460, 155]
- tribute-2-line-3: ಮಧ್ಯಾಹ್ನ 1 ಗಂಟೆಗೆ ಮಂಡಕಳ್ಳಿಯಲ್ಲಿ ನೆರವೇರಿಸಲಾಗುವುದು: [353, 989, 461, 995]
- tender-sign-org: ಶ್ರೀ ಮಲೈ ಮಹದೇಶ್ವರಸ್ವಾಮಿ ಕ್ಷೇತ್ರ ಅಭಿವೃದ್ಧಿ ಪ್ರಾಧಿಕಾರ, ಮಹದೇಶ್ವರಬೆಟ್ಟ: [761, 1343, 893, 1349]
